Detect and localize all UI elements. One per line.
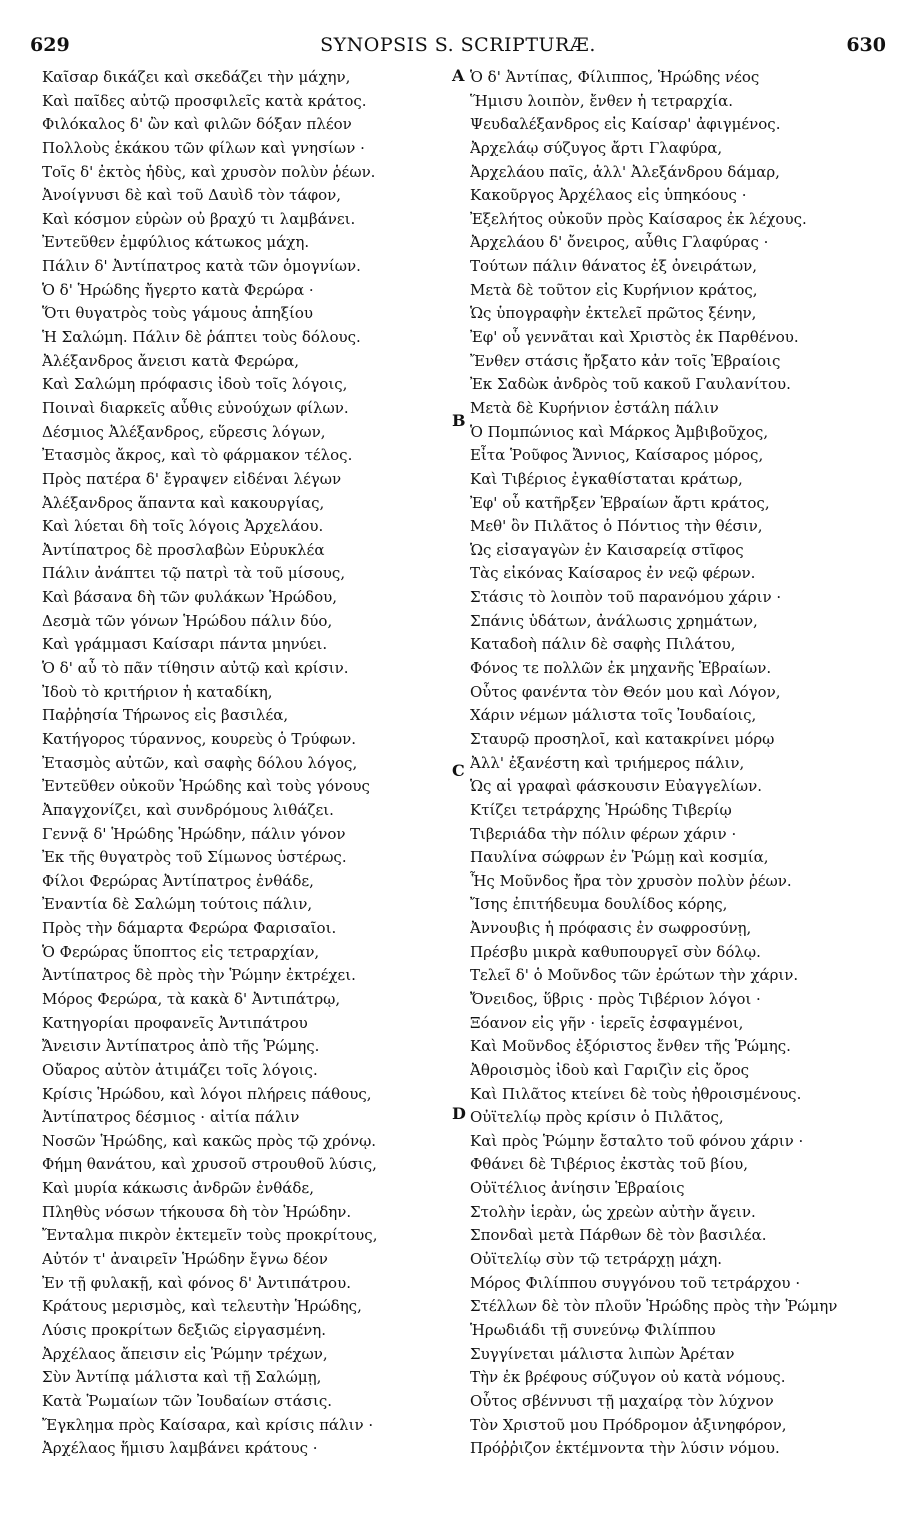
right-verse-line: Μετὰ δὲ τοῦτον εἰς Κυρήνιον κράτος, bbox=[470, 280, 758, 299]
page-header bbox=[0, 34, 916, 60]
left-verse-line: Πρὸς τὴν δάμαρτα Φερώρα Φαρισαῖοι. bbox=[42, 919, 337, 938]
right-verse-line: Οὐϊτελίῳ σὺν τῷ τετράρχῃ μάχη. bbox=[470, 1250, 722, 1269]
left-verse-line: Ἀντίπατρος δὲ προσλαβὼν Εὐρυκλέα bbox=[42, 540, 325, 559]
right-verse-line: Καὶ πρὸς Ῥώμην ἔσταλτο τοῦ φόνου χάριν · bbox=[470, 1131, 804, 1150]
left-verse-line: Καὶ μυρία κάκωσις ἀνδρῶν ἐνθάδε, bbox=[42, 1179, 314, 1198]
left-verse-line: Πληθὺς νόσων τήκουσα δὴ τὸν Ἡρώδην. bbox=[42, 1202, 352, 1221]
right-verse-line: Ἐξελήτος οὐκοῦν πρὸς Καίσαρος ἐκ λέχους. bbox=[470, 209, 807, 228]
right-verse-line: Ἔνθεν στάσις ἤρξατο κἀν τοῖς Ἑβραίοις bbox=[470, 351, 781, 370]
left-verse-line: Νοσῶν Ἡρώδης, καὶ κακῶς πρὸς τῷ χρόνῳ. bbox=[42, 1131, 377, 1150]
left-verse-line: Κατήγορος τύραννος, κουρεὺς ὁ Τρύφων. bbox=[42, 729, 356, 748]
left-verse-line: Ἀπαγχονίζει, καὶ συνδρόμους λιθάζει. bbox=[42, 800, 334, 819]
left-column bbox=[42, 66, 437, 1461]
right-verse-line: Ἐκ Σαδὼκ ἀνδρὸς τοῦ κακοῦ Γαυλανίτου. bbox=[470, 375, 791, 394]
right-verse-line: Μετὰ δὲ Κυρήνιον ἐστάλη πάλιν bbox=[470, 398, 719, 417]
left-verse-line: Ὁ Φερώρας ὕποπτος εἰς τετραρχίαν, bbox=[42, 942, 320, 961]
right-verse-line: Ψευδαλέξανδρος εἰς Καίσαρ' ἀφιγμένος. bbox=[470, 115, 781, 134]
right-verse-line: Ἀρχελάου παῖς, ἀλλ' Ἀλεξάνδρου δάμαρ, bbox=[470, 162, 780, 181]
left-verse-line: Ἐντεῦθεν οὐκοῦν Ἡρώδης καὶ τοὺς γόνους bbox=[42, 777, 370, 796]
right-verse-line: Παυλίνα σώφρων ἐν Ῥώμῃ καὶ κοσμία, bbox=[470, 848, 769, 867]
right-verse-line: Οὗτος σβέννυσι τῇ μαχαίρᾳ τὸν λύχνον bbox=[470, 1391, 774, 1410]
right-verse-line: Συγγίνεται μάλιστα λιπὼν Ἀρέταν bbox=[470, 1344, 735, 1363]
left-verse-line: Ἀλέξανδρος ἅπαντα καὶ κακουργίας, bbox=[42, 493, 325, 512]
left-verse-line: Ἐναντία δὲ Σαλώμη τούτοις πάλιν, bbox=[42, 895, 313, 914]
right-verse-line: Πρόῤῥιζον ἐκτέμνοντα τὴν λύσιν νόμου. bbox=[470, 1439, 780, 1458]
right-verse-line: Σπονδαὶ μετὰ Πάρθων δὲ τὸν βασιλέα. bbox=[470, 1226, 767, 1245]
left-verse-line: Ἀντίπατρος δὲ πρὸς τὴν Ῥώμην ἐκτρέχει. bbox=[42, 966, 356, 985]
right-verse-line: Τὸν Χριστοῦ μου Πρόδρομον ἀξινηφόρον, bbox=[470, 1415, 787, 1434]
left-verse-line: Ἡ Σαλώμη. Πάλιν δὲ ῥάπτει τοὺς δόλους. bbox=[42, 328, 361, 347]
right-verse-line: Φθάνει δὲ Τιβέριος ἐκστὰς τοῦ βίου, bbox=[470, 1155, 749, 1174]
left-verse-line: Κατηγορίαι προφανεῖς Ἀντιπάτρου bbox=[42, 1013, 308, 1032]
right-verse-line: Τούτων πάλιν θάνατος ἐξ ὀνειράτων, bbox=[470, 257, 757, 276]
left-verse-line: Ἔνταλμα πικρὸν ἐκτεμεῖν τοὺς προκρίτους, bbox=[42, 1226, 378, 1245]
right-verse-line: Ὁ δ' Ἀντίπας, Φίλιππος, Ἡρώδης νέος bbox=[470, 68, 760, 86]
left-verse-line: Αὐτόν τ' ἀναιρεῖν Ἡρώδην ἔγνω δέον bbox=[42, 1250, 328, 1269]
left-verse-line: Δέσμιος Ἀλέξανδρος, εὕρεσις λόγων, bbox=[42, 422, 326, 441]
right-verse-line: Μόρος Φιλίππου συγγόνου τοῦ τετράρχου · bbox=[470, 1273, 801, 1292]
section-marker-b: B bbox=[452, 411, 466, 430]
right-verse-line: Καταδοὴ πάλιν δὲ σαφὴς Πιλάτου, bbox=[470, 635, 736, 654]
right-verse-line: Ἐφ' οὗ κατῆρξεν Ἑβραίων ἄρτι κράτος, bbox=[470, 493, 770, 512]
right-verse-line: Ἀρχελάῳ σύζυγος ἄρτι Γλαφύρα, bbox=[470, 138, 723, 157]
left-verse-line: Ποιναὶ διαρκεῖς αὖθις εὐνούχων φίλων. bbox=[42, 398, 349, 417]
left-verse-line: Λύσις προκρίτων δεξιῶς εἰργασμένη. bbox=[42, 1320, 326, 1339]
right-verse-line: Κτίζει τετράρχης Ἡρώδης Τιβερίῳ bbox=[470, 800, 732, 819]
left-verse-line: Ἰδοὺ τὸ κριτήριον ἡ καταδίκη, bbox=[42, 682, 273, 701]
section-marker-c: C bbox=[452, 761, 465, 780]
left-verse-line: Καὶ λύεται δὴ τοῖς λόγοις Ἀρχελάου. bbox=[42, 517, 324, 536]
left-verse-line: Καῖσαρ δικάζει καὶ σκεδάζει τὴν μάχην, bbox=[42, 68, 351, 86]
right-page-number: 630 bbox=[846, 34, 886, 56]
right-verse-line: Ὡς εἰσαγαγὼν ἐν Καισαρείᾳ στῖφος bbox=[470, 540, 744, 559]
right-verse-line: Ἥμισυ λοιπὸν, ἔνθεν ἡ τετραρχία. bbox=[470, 91, 734, 110]
left-verse-line: Ἐντεῦθεν ἐμφύλιος κάτωκος μάχη. bbox=[42, 233, 310, 252]
left-page-number: 629 bbox=[30, 34, 70, 56]
right-verse-line: Τιβεριάδα τὴν πόλιν φέρων χάριν · bbox=[470, 824, 737, 843]
left-verse-line: Ἀλέξανδρος ἄνεισι κατὰ Φερώρα, bbox=[42, 351, 299, 370]
right-verse-line: Στάσις τὸ λοιπὸν τοῦ παρανόμου χάριν · bbox=[470, 588, 782, 607]
left-verse-line: Καὶ βάσανα δὴ τῶν φυλάκων Ἡρώδου, bbox=[42, 588, 338, 607]
left-verse-line: Πρὸς πατέρα δ' ἔγραψεν εἰδέναι λέγων bbox=[42, 469, 342, 488]
left-verse-line: Ἀνοίγνυσι δὲ καὶ τοῦ Δαυὶδ τὸν τάφον, bbox=[42, 186, 341, 205]
left-verse-line: Καὶ κόσμον εὑρὼν οὐ βραχύ τι λαμβάνει. bbox=[42, 209, 356, 228]
right-verse-line: Ὡς ὑπογραφὴν ἐκτελεῖ πρῶτος ξένην, bbox=[470, 304, 757, 323]
left-verse-line: Ἀρχέλαος ἥμισυ λαμβάνει κράτους · bbox=[42, 1439, 318, 1458]
left-verse-line: Μόρος Φερώρα, τὰ κακὰ δ' Ἀντιπάτρῳ, bbox=[42, 989, 341, 1008]
right-verse-line: Ἀλλ' ἐξανέστη καὶ τριήμερος πάλιν, bbox=[470, 753, 745, 772]
left-verse-line: Κατὰ Ῥωμαίων τῶν Ἰουδαίων στάσις. bbox=[42, 1391, 332, 1410]
left-verse-line: Ἄνεισιν Ἀντίπατρος ἀπὸ τῆς Ῥώμης. bbox=[42, 1037, 320, 1056]
left-verse-line: Κρίσις Ἡρώδου, καὶ λόγοι πλήρεις πάθους, bbox=[42, 1084, 372, 1103]
right-verse-line: Ξόανον εἰς γῆν · ἱερεῖς ἐσφαγμένοι, bbox=[470, 1013, 744, 1032]
right-verse-line: Πρέσβυ μικρὰ καθυπουργεῖ σὺν δόλῳ. bbox=[470, 942, 761, 961]
right-verse-line: Σταυρῷ προσηλοῖ, καὶ κατακρίνει μόρῳ bbox=[470, 729, 775, 748]
left-verse-line: Ὁ δ' Ἡρώδης ἤγερτο κατὰ Φερώρα · bbox=[42, 280, 314, 299]
right-verse-line: Ὡς αἱ γραφαὶ φάσκουσιν Εὐαγγελίων. bbox=[470, 777, 763, 796]
left-verse-line: Πάλιν ἀνάπτει τῷ πατρὶ τὰ τοῦ μίσους, bbox=[42, 564, 346, 583]
right-verse-line: Καὶ Μοῦνδος ἐξόριστος ἔνθεν τῆς Ῥώμης. bbox=[470, 1037, 791, 1056]
left-verse-line: Ἀντίπατρος δέσμιος · αἰτία πάλιν bbox=[42, 1108, 300, 1127]
left-verse-line: Καὶ γράμμασι Καίσαρι πάντα μηνύει. bbox=[42, 635, 328, 654]
left-verse-line: Ἀρχέλαος ἄπεισιν εἰς Ῥώμην τρέχων, bbox=[42, 1344, 328, 1363]
running-title: SYNOPSIS S. SCRIPTURÆ. bbox=[320, 34, 596, 56]
right-verse-line: Τελεῖ δ' ὁ Μοῦνδος τῶν ἐρώτων τὴν χάριν. bbox=[470, 966, 799, 985]
right-verse-line: Ὁ Πομπώνιος καὶ Μάρκος Ἀμβιβοῦχος, bbox=[470, 422, 769, 441]
left-verse-line: Ἐκ τῆς θυγατρὸς τοῦ Σίμωνος ὑστέρως. bbox=[42, 848, 347, 867]
right-verse-line: Ἐφ' οὗ γεννᾶται καὶ Χριστὸς ἐκ Παρθένου. bbox=[470, 328, 799, 347]
left-verse-line: Φιλόκαλος δ' ὢν καὶ φιλῶν δόξαν πλέον bbox=[42, 115, 352, 134]
right-verse-line: Ἀθροισμὸς ἰδοὺ καὶ Γαριζὶν εἰς ὄρος bbox=[470, 1060, 750, 1079]
left-verse-line: Ἐτασμὸς ἄκρος, καὶ τὸ φάρμακον τέλος. bbox=[42, 446, 353, 465]
right-verse-line: Ἴσης ἐπιτήδευμα δουλίδος κόρης, bbox=[470, 895, 728, 914]
right-verse-line: Οὗτος φανέντα τὸν Θεόν μου καὶ Λόγον, bbox=[470, 682, 781, 701]
right-verse-line: Ἀρχελάου δ' ὄνειρος, αὖθις Γλαφύρας · bbox=[470, 233, 769, 252]
section-marker-d: D bbox=[452, 1104, 466, 1123]
left-verse-line: Πάλιν δ' Ἀντίπατρος κατὰ τῶν ὁμογνίων. bbox=[42, 257, 361, 276]
right-verse-line: Εἶτα Ῥοῦφος Ἄννιος, Καίσαρος μόρος, bbox=[470, 446, 764, 465]
right-verse-line: Ἧς Μοῦνδος ἤρα τὸν χρυσὸν πολὺν ῥέων. bbox=[470, 871, 792, 890]
left-verse-line: Κράτους μερισμὸς, καὶ τελευτὴν Ἡρώδης, bbox=[42, 1297, 362, 1316]
left-verse-line: Καὶ Σαλώμη πρόφασις ἰδοὺ τοῖς λόγοις, bbox=[42, 375, 348, 394]
left-verse-line: Παῤῥησία Τήρωνος εἰς βασιλέα, bbox=[42, 706, 289, 725]
right-verse-line: Καὶ Πιλᾶτος κτείνει δὲ τοὺς ἠθροισμένους. bbox=[470, 1084, 802, 1103]
left-verse-line: Γεννᾷ δ' Ἡρώδης Ἡρώδην, πάλιν γόνον bbox=[42, 824, 346, 843]
left-verse-line: Σὺν Ἀντίπᾳ μάλιστα καὶ τῇ Σαλώμῃ, bbox=[42, 1368, 322, 1387]
right-verse-line: Τὴν ἐκ βρέφους σύζυγον οὐ κατὰ νόμους. bbox=[470, 1368, 786, 1387]
right-verse-line: Κακοῦργος Ἀρχέλαος εἰς ὑπηκόους · bbox=[470, 186, 747, 205]
left-verse-line: Ὁ δ' αὖ τὸ πᾶν τίθησιν αὐτῷ καὶ κρίσιν. bbox=[42, 659, 349, 678]
right-verse-line: Ὄνειδος, ὕβρις · πρὸς Τιβέριον λόγοι · bbox=[470, 989, 761, 1008]
left-verse-line: Πολλοὺς ἑκάκου τῶν φίλων καὶ γνησίων · bbox=[42, 138, 365, 157]
right-verse-line: Τὰς εἰκόνας Καίσαρος ἐν νεῷ φέρων. bbox=[470, 564, 756, 583]
left-verse-line: Τοῖς δ' ἐκτὸς ἡδὺς, καὶ χρυσὸν πολὺν ῥέων. bbox=[42, 162, 376, 181]
left-verse-line: Δεσμὰ τῶν γόνων Ἡρώδου πάλιν δύο, bbox=[42, 611, 333, 630]
right-verse-line: Χάριν νέμων μάλιστα τοῖς Ἰουδαίοις, bbox=[470, 706, 757, 725]
right-verse-line: Οὐϊτέλιος ἀνίησιν Ἑβραίοις bbox=[470, 1179, 685, 1198]
right-verse-line: Ἀννουβις ἡ πρόφασις ἐν σωφροσύνῃ, bbox=[470, 919, 752, 938]
left-verse-line: Οὔαρος αὐτὸν ἀτιμάζει τοῖς λόγοις. bbox=[42, 1060, 318, 1079]
left-verse-line: Ὅτι θυγατρὸς τοὺς γάμους ἀπηξίου bbox=[42, 304, 314, 323]
left-verse-line: Καὶ παῖδες αὐτῷ προσφιλεῖς κατὰ κράτος. bbox=[42, 91, 367, 110]
right-verse-line: Σπάνις ὑδάτων, ἀνάλωσις χρημάτων, bbox=[470, 611, 758, 630]
left-verse-line: Φίλοι Φερώρας Ἀντίπατρος ἐνθάδε, bbox=[42, 871, 314, 890]
left-verse-line: Ἔγκλημα πρὸς Καίσαρα, καὶ κρίσις πάλιν · bbox=[42, 1415, 374, 1434]
right-verse-line: Στέλλων δὲ τὸν πλοῦν Ἡρώδης πρὸς τὴν Ῥώμην bbox=[470, 1297, 838, 1316]
right-verse-line: Στολὴν ἱερὰν, ὡς χρεὼν αὐτὴν ἄγειν. bbox=[470, 1202, 756, 1221]
right-verse-line: Ἡρωδιάδι τῇ συνεύνῳ Φιλίππου bbox=[470, 1320, 716, 1339]
left-verse-line: Ἐν τῇ φυλακῇ, καὶ φόνος δ' Ἀντιπάτρου. bbox=[42, 1273, 351, 1292]
right-verse-line: Μεθ' ὃν Πιλᾶτος ὁ Πόντιος τὴν θέσιν, bbox=[470, 517, 763, 536]
section-marker-a: A bbox=[452, 66, 465, 85]
left-verse-line: Ἐτασμὸς αὐτῶν, καὶ σαφὴς δόλου λόγος, bbox=[42, 753, 358, 772]
right-verse-line: Οὐϊτελίῳ πρὸς κρίσιν ὁ Πιλᾶτος, bbox=[470, 1108, 724, 1127]
left-verse-line: Φήμη θανάτου, καὶ χρυσοῦ στρουθοῦ λύσις, bbox=[42, 1155, 377, 1174]
right-verse-line: Φόνος τε πολλῶν ἐκ μηχανῆς Ἑβραίων. bbox=[470, 659, 772, 678]
right-verse-line: Καὶ Τιβέριος ἐγκαθίσταται κράτωρ, bbox=[470, 469, 743, 488]
right-column bbox=[470, 66, 890, 1461]
